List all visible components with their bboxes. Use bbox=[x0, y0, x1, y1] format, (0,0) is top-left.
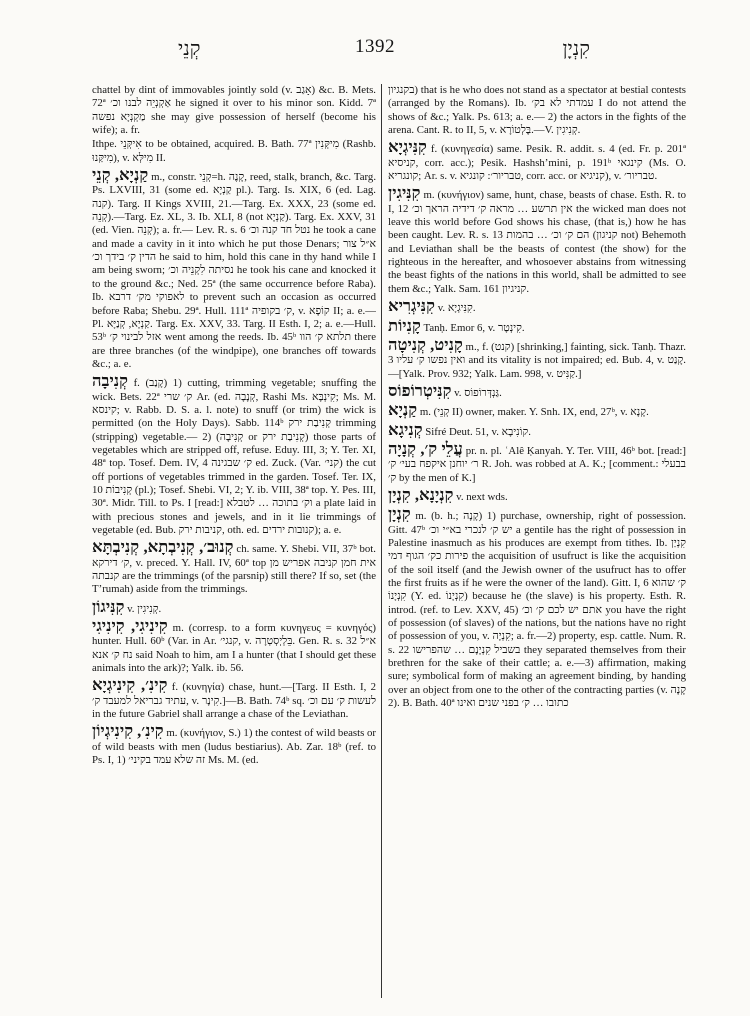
dictionary-entry bbox=[92, 84, 376, 137]
entry-text: Sifré Deut. 51, v. קוֹנִיבָא. bbox=[425, 425, 531, 438]
entry-headword: עֲלֵי ק׳, קְנָיָה bbox=[388, 438, 463, 458]
entry-headword: קִנִּיטְרוֹפוֹס bbox=[388, 380, 452, 400]
entry-text: m. (κυνήγιον, S.) 1) the contest of wild beasts or of wild beasts with men (ludus bestiarius). Ab. Zar. 18ᵇ (ref. to Ps. I, 1) זה שלא עמד בקיני׳ Ms. M. (ed. bbox=[92, 727, 376, 767]
entry-headword: קִנְיָנָא, קִנְיָן bbox=[388, 484, 454, 504]
dictionary-entry bbox=[388, 421, 686, 439]
dictionary-entry bbox=[388, 505, 686, 710]
dictionary-entry bbox=[92, 166, 376, 371]
entry-text: m., constr. קְנֵי=h. קָנֶה, reed, stalk, branch, &c. Targ. Ps. LXVIII, 31 (some ed. קַנְיָא pl.). Targ. Is. XIX, 6 (ed. Lag. קנה). Targ. II Kings XVIII, 21.—Targ. Ex. XXX, 23 (some ed. קְנֵה).—Targ. Ez. XL, 3. Ib. XLI, 8 (not קַנְיָא). Targ. Ex. XXV, 31 (ed. Vien. קְנֵה); a. fr.— Lev. R. s. 6 נטל חד קנה וכ׳ he took a cane and made a cavity in it into which he put those Denars; א״ל צור הדין ק׳ בידך וכ׳ he said to him, hold this cane in thy hand while I am being sworn; נסיתה לִקְנֵיה וכ׳ he took his cane and knocked it to the ground &c.; Ned. 25ª (the same occurrence before Raba). Ib. לאפוקי מק׳ דרבא to prevent such an occasion as occurred before Raba; Shebu. 29ª. Hull. 111ª ק׳ בקופיה, v. קוֹפָא II; a. e.—Pl. קַנְיָא, קְנַיָּא. Targ. Ex. XXV, 33. Targ. II Esth. I, 2; a. e.—Hull. 53ᵇ אזל לבינוי ק׳ went among the reeds. Ib. 45ᵇ תלתא ק׳ הוו there are three branches (of the windpipe), one branches off towards &c.; a. e. bbox=[92, 171, 376, 370]
dictionary-entry bbox=[388, 184, 686, 296]
dictionary-entry bbox=[388, 486, 686, 504]
header-right-word: קִנְיָן bbox=[562, 38, 590, 60]
entry-text: f. (קָנַב) 1) cutting, trimming vegetable; snuffing the wick. Bets. 22ª ק׳ שרי Ar. (ed. קְנָבָה, Rashi Ms. קִינְבָּא; Ms. M. קינסא; v. Rabb. D. S. a. l. note) to snuff (or trim) the wick is permitted (on the Holy Days). Sabb. 114ᵇ קְנִיבַת ירק trimming (stripping) vegetable.— 2) (קְנִיבָה or קְנִיבַת ירק) those parts of vegetables which are stripped off, refuse. Eduy. III, 3; Y. Ter. XI, 48ª top. Tosef. Dem. IV, 4 ק׳ שבגינה ed. Zuck. (Var. קני׳) the cut off portions of vegetables trimmed in the garden. Tosef. Ter. IX, 10 קְנִיבוֹת (pl.); Tosef. Shebi. VI, 2; Y. ib. VIII, 38ª top. Y. Pes. III, 30ª. Midr. Till. to Ps. I [read:] וק׳ בתוכה … לטבלא a plate laid in with precious stones and jewels, and in it lie trimmings of vegetable (ed. Bub. קניבות ירק, oth. ed. קנובות ירדים); a. e. bbox=[92, 377, 376, 536]
entry-text: v. גַּנְדְּרוֹפוֹס. bbox=[454, 386, 502, 399]
entry-headword: קִינִ׳, קִינִיגְיוֹן bbox=[92, 721, 164, 741]
dictionary-entry bbox=[388, 336, 686, 381]
entry-text: Tanḥ. Emor 6, v. קִינְטָר. bbox=[423, 321, 525, 334]
left-column bbox=[92, 84, 376, 996]
entry-text: chattel by dint of immovables jointly sold (v. אָגַב) &c. B. Mets. 72ª אַקְנְיֵה לבנו וכ׳ he signed it over to his minor son. Kidd. 7ª מַקְנְיָא נפשה she may give possession of herself (become his wife); a. fr. bbox=[92, 84, 376, 137]
dictionary-entry bbox=[92, 722, 376, 767]
dictionary-entry bbox=[92, 138, 376, 165]
entry-headword: קִינִיגִי, קִינִיגִי bbox=[92, 616, 168, 636]
header-left-word: קְנֵי bbox=[178, 38, 201, 60]
entry-headword: קִנִּיגְרִיא bbox=[388, 296, 435, 316]
entry-text: בקנגיון) that is he who does not stand as a spectator at bestial contests (arranged by the Romans). Ib. עמדתי לא בק׳ I do not attend the shows of &c.; Yalk. Ps. 613; a. e.— 2) the actors in the fights of the arena. Cant. R. to II, 5, v. בֶּלְטוֹרָא.—V. קְנִיגִין. bbox=[388, 84, 686, 137]
entry-text: v. next wds. bbox=[456, 490, 508, 503]
entry-headword: קִנִּיגְיָא bbox=[388, 137, 427, 157]
entry-headword: קְנוּב׳, קְנִיבְתָא, קְנִיבְתָּא bbox=[92, 537, 234, 557]
entry-headword: קִנְיָן bbox=[388, 504, 411, 524]
dictionary-entry bbox=[92, 617, 376, 675]
dictionary-entry bbox=[388, 401, 686, 419]
dictionary-entry bbox=[388, 440, 686, 485]
entry-headword: קִינִ׳, קִינִיגְיָא bbox=[92, 675, 168, 695]
entry-text: m. (corresp. to a form κυνηγευς = κυνηγός) hunter. Hull. 60ᵇ (Var. in Ar. קנגי׳, v. בֵּלְיְסְטְרָה. Gen. R. s. 32 א״ל נח ק׳ אנא said Noah to him, am I a hunter (that I should get these animals into the ark)?; Yalk. ib. 56. bbox=[92, 622, 376, 675]
entry-text: m. (b. h.; קָנָה) 1) purchase, ownership, right of possession. Gitt. 47ᵇ יש ק׳ לנכרי בא״י וכ׳ a gentile has the right of possession in Palestine inasmuch as his produces are exempt from tithes. Ib. קִנְיַן פירות כק׳ הגוף דמי the acquisition of usufruct is like the acquisition of the soil itself (and the Jewish owner of the usufruct has to offer the first fruits as if he were the owner of the land). Gitt. I, 6 ק׳ שהוא קִנְיָנוֹ (Y. ed. קִנְיָנוֹ) because he (the slave) is his property. Esth. R. introd. (ref. to Lev. XXV, 45) אתם יש לכם ק׳ וכ׳ you have the right of possession (of slaves) of the nations, but the nations have no right of possession of you, v. קִנְיָה; a. fr.—2) property, esp. cattle. Num. R. s. 22 בשביל קִנְיָנָם … שהפרישו they separated themselves from their brethren for the sake of their cattle; a. e.—3) affirmation, making sure; symbolical form of making an agreement binding, by handing over an object from one to the other of the contracting parties (v. קָנָה 2). B. Bath. 40ª כתובו … ק׳ בפני שנים ואינו bbox=[388, 510, 686, 710]
column-divider bbox=[381, 84, 382, 998]
dictionary-entry bbox=[388, 317, 686, 335]
dictionary-entry bbox=[388, 297, 686, 315]
entry-headword: קִנִּיגוֹן bbox=[92, 596, 125, 616]
entry-headword: קָנִיט, קְנִיטָה bbox=[388, 334, 463, 354]
dictionary-entry bbox=[388, 84, 686, 137]
entry-text: pr. n. pl. ʿAlê Ḳanyah. Y. Ter. VIII, 46ᵇ bot. [read:] ר׳ יוחנן איקפח בעי׳ ק׳ R. Joh. was robbed at A. K.; [comment.: בבעלי ק׳ by the men of K.] bbox=[388, 444, 686, 484]
entry-text: m. (κυνήγιον) same, hunt, chase, beasts of chase. Esth. R. to I, 12 אין תרשע … מראה ק׳ דידיה הראך וכ׳ the wicked man does not leave this world before God shows his chase, (that is,) how he has been caught. Lev. R. s. 13 הם ק׳ וכ׳ … בהמות (קניגון not) Behemoth and Leviathan shall be the beasts of contest (the show) for the righteous in the hereafter, and whosoever abstains from witnessing the beast fights of the nations in this world, shall be admitted to see them &c.; Yalk. Sam. 161 קניגיון. bbox=[388, 189, 686, 295]
right-column bbox=[388, 84, 686, 996]
entry-headword: קָנִיוֹת bbox=[388, 315, 421, 335]
dictionary-entry bbox=[92, 676, 376, 721]
entry-text: v. קִנִּיגְיָא. bbox=[437, 302, 476, 315]
page-header bbox=[0, 38, 750, 68]
entry-headword: קִנִּיגִין bbox=[388, 183, 421, 203]
entry-text: Ithpe. אִיקְּנֵי to be obtained, acquired. B. Bath. 77ª מִיקְּנִין (Rashb. מִיקַּנוּ), v. מִילְּא II. bbox=[92, 138, 376, 164]
entry-text: m. (קְנֵי II) owner, maker. Y. Snh. IX, end, 27ᵇ, v. קָנָא. bbox=[419, 406, 649, 419]
entry-headword: קַנְיָא, קְנֵי bbox=[92, 165, 149, 185]
dictionary-entry bbox=[92, 598, 376, 616]
entry-headword: קַנְיָא bbox=[388, 400, 418, 420]
entry-text: ch. same. Y. Shebi. VII, 37ᵇ bot. ק׳ דירקא, v. preced. Y. Hall. IV, 60ª top אית חמן קניבה אפריש מן קנבתה are the trimmings (of the parsnip) still there? If so, set (the T’rumah) aside from the trimmings. bbox=[92, 543, 376, 596]
page-number: 1392 bbox=[355, 36, 395, 57]
entry-text: f. (κυνηγία) chase, hunt.—[Targ. II Esth. I, 2 עתיד גבריאל למעבד ק׳, v. קִינָר.]—B. Bath. 74ᵇ sq. לעשות ק׳ עם וכ׳ in the future Gabriel shall arrange a chase of the Leviathan. bbox=[92, 681, 376, 721]
dictionary-entry bbox=[388, 138, 686, 183]
entry-text: v. קְנִיגִין. bbox=[127, 602, 162, 615]
dictionary-entry bbox=[388, 382, 686, 400]
dictionary-entry bbox=[92, 538, 376, 596]
dictionary-entry bbox=[92, 372, 376, 537]
entry-headword: קְנִיגָא bbox=[388, 419, 423, 439]
entry-headword: קְנִיבָה bbox=[92, 371, 128, 391]
entry-text: m., f. (קנט) [shrinking,] fainting, sick. Tanḥ. Thazr. 3 ואין נפשו ק׳ עליו and its vitality is not impaired; ed. Bub. 4, v. קָנַט.—[Yalk. Prov. 932; Yalk. Lam. 998, v. קַנִּיט.] bbox=[388, 340, 686, 380]
entry-text: f. (κυνηγεσία) same. Pesik. R. addit. s. 4 (ed. Fr. p. 201ª קניסיא, corr. acc.); Pesik. Hashsh’mini, p. 191ᵇ קינגאי (Ms. O. קונגריא; Ar. s. v. טבריור׳: קונגיא, corr. acc. or קניגיא), v. טבריור׳. bbox=[388, 143, 686, 183]
